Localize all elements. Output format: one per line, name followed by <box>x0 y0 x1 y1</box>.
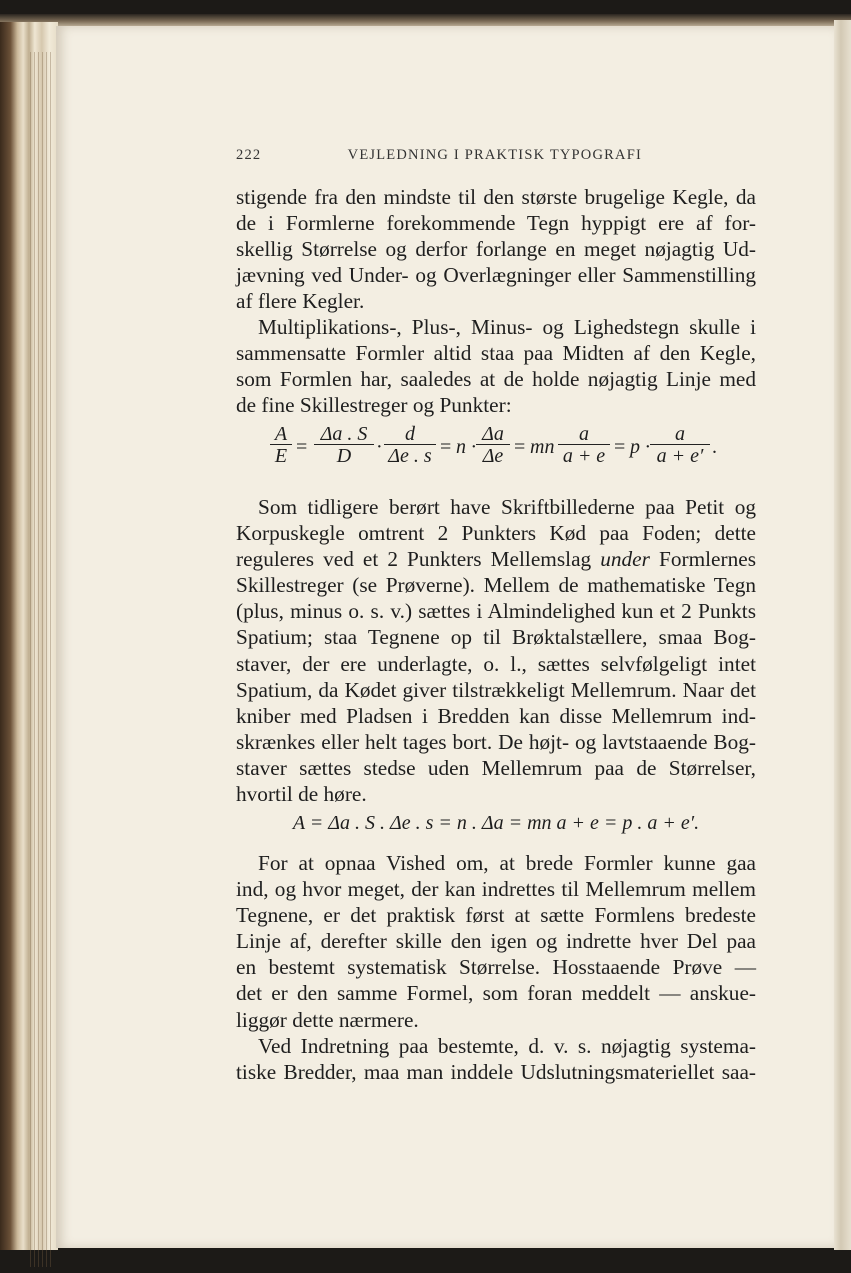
text-line: af flere Kegler. <box>236 289 365 314</box>
page-right-edge <box>834 20 851 1250</box>
text-line: Ved Indretning paa bestemte, d. v. s. nøjagtig systema- <box>258 1034 756 1058</box>
text-line: Skillestreger (se Prøverne). Mellem de mathematiske Tegn <box>236 573 756 598</box>
text-line: Som tidligere berørt have Skriftbillederne paa Petit og <box>258 495 756 519</box>
text-line: sammensatte Formler altid staa paa Midten af den Kegle, <box>236 341 756 366</box>
paragraph-2 <box>236 314 756 418</box>
text-line: Spatium, da Kødet giver tilstrækkeligt Mellemrum. Naar det <box>236 677 756 702</box>
text-line: Korpuskegle omtrent 2 Punkters Kød paa Foden; dette <box>236 521 756 546</box>
text-line: staver, der ere underlagte, o. l., sættes selvfølgeligt intet <box>236 651 756 676</box>
text-line: ind, og hvor meget, der kan indrettes til Mellemrum mellem <box>236 877 756 902</box>
text-line: stigende fra den mindste til den største brugelige Kegle, da <box>236 185 756 209</box>
page-number: 222 <box>236 147 262 163</box>
text-line: liggør dette nærmere. <box>236 1007 419 1032</box>
text-line: hvortil de høre. <box>236 782 367 807</box>
text-line: skrænkes eller helt tages bort. De højt- og lavtstaaende Bog- <box>236 729 756 754</box>
fraction: $\frac{a}{a + e}$ <box>558 424 610 467</box>
fraction: $\frac{A}{E}$ <box>270 424 292 467</box>
text-line: jævning ved Under- og Overlægninger eller Sammenstilling <box>236 263 756 288</box>
paragraph-1 <box>236 184 756 314</box>
text-line: de fine Skillestreger og Punkter: <box>236 393 512 418</box>
text-line: skellig Størrelse og derfor forlange en meget nøjagtig Ud- <box>236 237 756 262</box>
text-line: Spatium; staa Tegnene op til Brøktalstællere, smaa Bog- <box>236 625 756 650</box>
paragraph-5 <box>236 1033 756 1085</box>
text-line: For at opnaa Vished om, at brede Formler kunne gaa <box>258 851 756 875</box>
fraction: $\frac{\Delta a . S}{D}$ <box>314 424 374 467</box>
formula-factor: mn <box>530 436 555 458</box>
text-line: reguleres ved et 2 Punkters Mellemslag under Formlernes <box>236 547 756 572</box>
text-line: kniber med Pladsen i Bredden kan disse Mellemrum ind- <box>236 703 756 728</box>
running-header <box>236 147 642 169</box>
fraction: $\frac{d}{\Delta e . s}$ <box>384 424 436 467</box>
fraction: $\frac{\Delta a}{\Delta e}$ <box>476 424 510 467</box>
text-line: Tegnene, er det praktisk først at sætte Formlens bredeste <box>236 903 756 928</box>
text-line: (plus, minus o. s. v.) sættes i Almindelighed kun et 2 Punkts <box>236 599 756 624</box>
formula-factor: n · <box>456 436 476 458</box>
text-line: som Formlen har, saaledes at de holde nøjagtig Linje med <box>236 367 756 392</box>
formula-factor: p · <box>630 436 650 458</box>
text-line: Linje af, derefter skille den igen og indrette hver Del paa <box>236 929 756 954</box>
formula-fractions: $\frac{A}{E}$ = $\frac{\Delta a . S}{D}$ · $\frac{d}{\Delta e . s}$ = n · $\frac{\Delta a}{\Delta e}$ = mn $\frac{a}{a + e}$ = p · $\frac{a}{a + e'}$ . <box>270 424 730 484</box>
book-spine <box>0 22 58 1250</box>
italic-word: under <box>600 547 650 572</box>
paragraph-3 <box>236 494 756 807</box>
formula-inline: A = Δa . S . Δe . s = n . Δa = mn a + e = p . a + e′. <box>292 812 700 834</box>
text-line: tiske Bredder, maa man inddele Udslutningsmateriellet saa- <box>236 1060 756 1085</box>
text-line: det er den samme Formel, som foran meddelt — anskue- <box>236 981 756 1006</box>
fraction: $\frac{a}{a + e'}$ <box>650 424 710 467</box>
text-line: Multiplikations-, Plus-, Minus- og Lighedstegn skulle i <box>258 315 756 339</box>
text-line: de i Formlerne forekommende Tegn hyppigt ere af for- <box>236 211 756 236</box>
text-line: staver sættes stedse uden Mellemrum paa de Størrelser, <box>236 755 756 780</box>
paragraph-4 <box>236 850 756 1033</box>
text-line: en bestemt systematisk Størrelse. Hosstaaende Prøve — <box>236 955 756 980</box>
running-title: VEJLEDNING I PRAKTISK TYPOGRAFI <box>347 147 642 163</box>
